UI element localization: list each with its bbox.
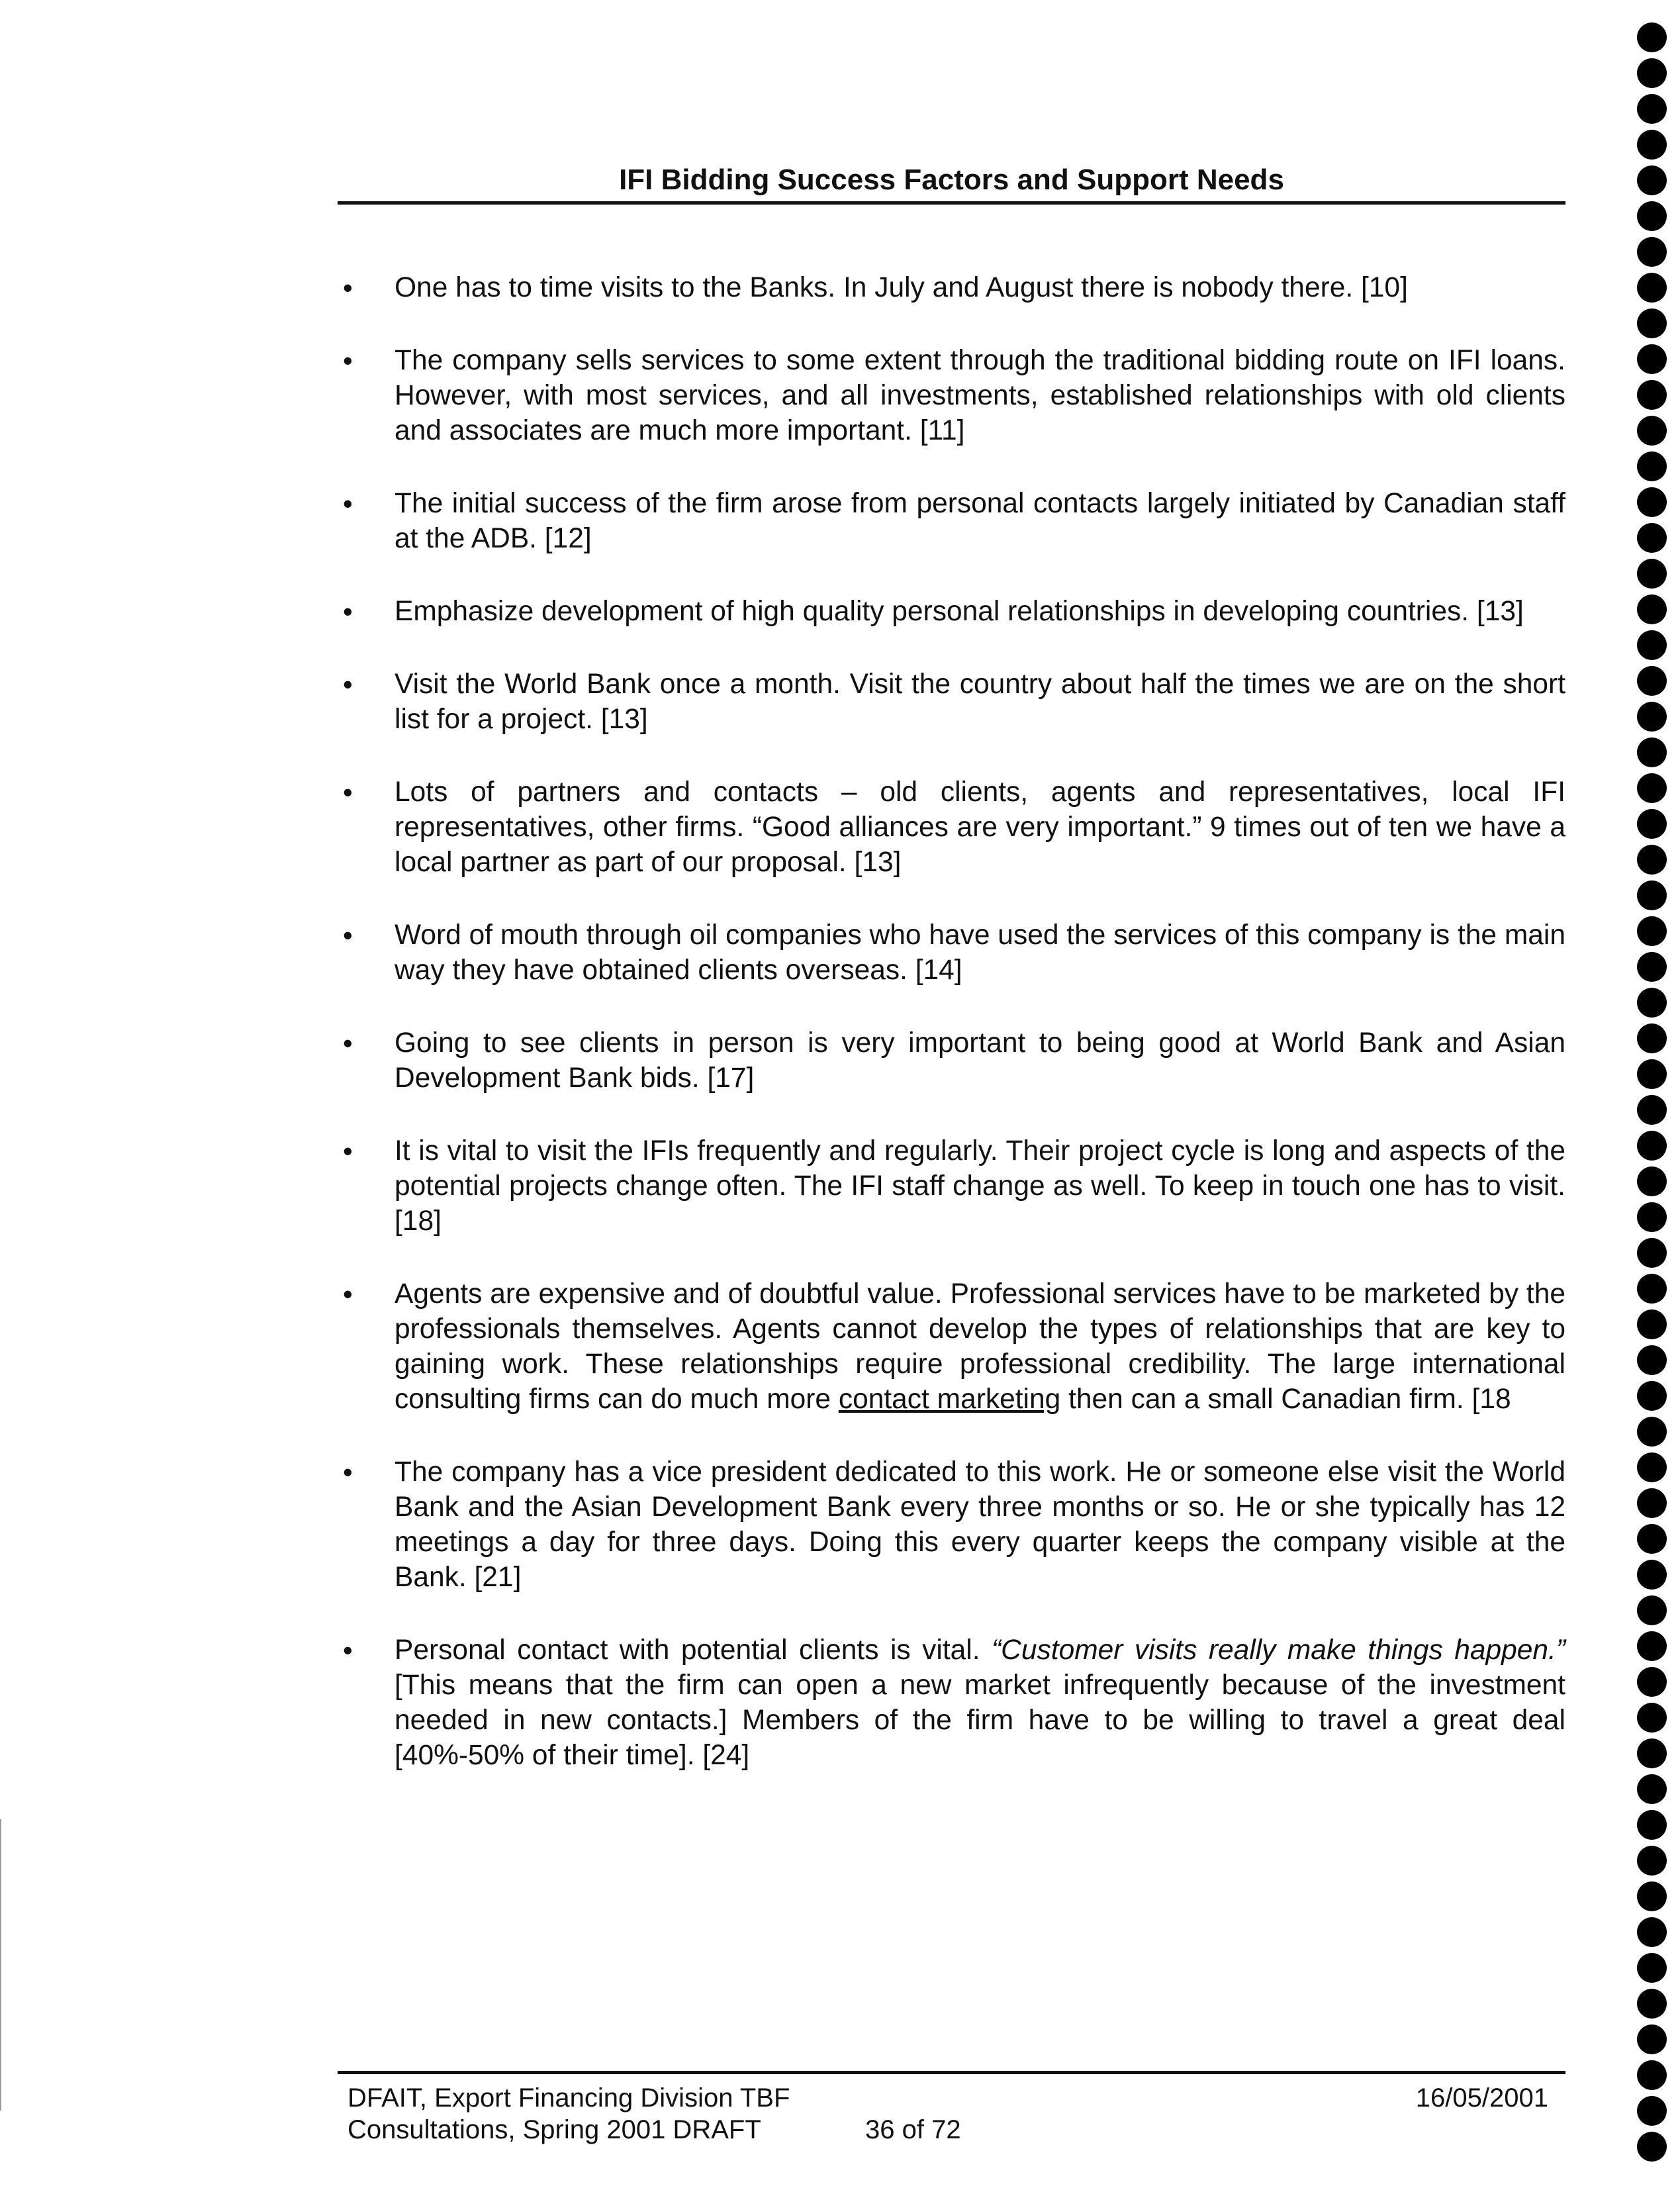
list-item-text: The company has a vice president dedicated to this work. He or someone else visit the World Bank and the Asian Development Bank every three months or so. He or she typically has 12 meetings a day for three days. Doing this every quarter keeps the company visible at the Bank. [21]: [395, 1456, 1565, 1593]
header-rule: [338, 201, 1565, 205]
list-item-text-continued: then can a small Canadian firm. [18: [1060, 1384, 1511, 1415]
list-item: [338, 486, 1565, 556]
page-title: IFI Bidding Success Factors and Support Needs: [619, 164, 1284, 196]
list-item: [338, 1633, 1565, 1773]
list-item: [338, 1025, 1565, 1096]
binding-hole: [1637, 952, 1667, 982]
binding-hole: [1637, 1309, 1667, 1339]
bullet-dot: •: [343, 669, 353, 700]
spiral-binding: [1632, 23, 1671, 2181]
list-item: [338, 667, 1565, 737]
binding-hole: [1637, 773, 1667, 803]
list-item-text: It is vital to visit the IFIs frequently and regularly. Their project cycle is long and aspects of the potential projects change often. The IFI staff change as well. To keep in touch one has to visit. [18]: [395, 1135, 1565, 1237]
binding-hole: [1637, 94, 1667, 124]
list-item: [338, 270, 1565, 305]
bullet-dot: •: [343, 345, 353, 376]
binding-hole: [1637, 809, 1667, 839]
binding-hole: [1637, 380, 1667, 410]
list-item-text: Going to see clients in person is very important to being good at World Bank and Asian Development Bank bids. [17]: [395, 1027, 1565, 1094]
list-item: [338, 594, 1565, 629]
list-item-text: Agents are expensive and of doubtful value. Professional services have to be marketed by the professionals themselves. Agents cannot develop the types of relationships that are key to gaining work. These relationships require professional credibility. The large international consulting firms can do much more: [395, 1278, 1565, 1415]
binding-hole: [1637, 523, 1667, 553]
binding-hole: [1637, 309, 1667, 338]
footer-date: 16/05/2001: [1415, 2083, 1548, 2113]
footer-left-line1: DFAIT, Export Financing Division TBF: [348, 2083, 790, 2113]
binding-hole: [1637, 595, 1667, 624]
list-item-text: Lots of partners and contacts – old clients, agents and representatives, local IFI representatives, other firms. “Good alliances are very important.” 9 times out of ten we have a local partner as part of our proposal. [13]: [395, 777, 1565, 878]
footer-row: [348, 2114, 1565, 2146]
binding-hole: [1637, 666, 1667, 696]
binding-hole: [1637, 166, 1667, 195]
binding-hole: [1637, 702, 1667, 732]
binding-hole: [1637, 487, 1667, 517]
binding-hole: [1637, 58, 1667, 88]
binding-hole: [1637, 1417, 1667, 1447]
binding-hole: [1637, 1345, 1667, 1375]
binding-hole: [1637, 1452, 1667, 1482]
binding-hole: [1637, 452, 1667, 481]
list-item-text: The company sells services to some extent through the traditional bidding route on IFI loans. However, with most services, and all investments, established relationships with old clients and associates are much more important. [11]: [395, 345, 1565, 446]
footer-row: [348, 2082, 1565, 2114]
bullet-dot: •: [343, 920, 353, 951]
binding-hole: [1637, 1202, 1667, 1232]
page-number: 36 of 72: [865, 2115, 961, 2144]
footer-rule: [338, 2071, 1565, 2074]
bullet-dot: •: [343, 488, 353, 519]
binding-hole: [1637, 1524, 1667, 1554]
bullet-dot: •: [343, 596, 353, 627]
binding-hole: [1637, 1488, 1667, 1518]
binding-hole: [1637, 1738, 1667, 1768]
binding-hole: [1637, 1917, 1667, 1947]
binding-hole: [1637, 23, 1667, 52]
binding-hole: [1637, 630, 1667, 660]
list-item: [338, 1133, 1565, 1239]
list-item: [338, 343, 1565, 448]
binding-hole: [1637, 1631, 1667, 1661]
binding-hole: [1637, 1881, 1667, 1911]
binding-hole: [1637, 916, 1667, 946]
binding-hole: [1637, 1774, 1667, 1804]
binding-hole: [1637, 2096, 1667, 2126]
list-item: [338, 1454, 1565, 1595]
binding-hole: [1637, 2024, 1667, 2054]
binding-hole: [1637, 273, 1667, 303]
scan-edge-line: [0, 1819, 1, 2111]
binding-hole: [1637, 559, 1667, 589]
bullet-dot: •: [343, 1278, 353, 1309]
list-item: [338, 918, 1565, 988]
binding-hole: [1637, 1989, 1667, 2019]
list-item: [338, 775, 1565, 880]
binding-hole: [1637, 416, 1667, 446]
footer-left-line2: Consultations, Spring 2001 DRAFT: [348, 2115, 761, 2144]
binding-hole: [1637, 1238, 1667, 1268]
binding-hole: [1637, 881, 1667, 910]
list-item: [338, 1276, 1565, 1417]
bullet-dot: •: [343, 1635, 353, 1666]
binding-hole: [1637, 201, 1667, 231]
binding-hole: [1637, 130, 1667, 160]
binding-hole: [1637, 1560, 1667, 1590]
binding-hole: [1637, 1274, 1667, 1304]
list-item-text: Visit the World Bank once a month. Visit the country about half the times we are on the short list for a project. [13]: [395, 669, 1565, 735]
italic-quote: “Customer visits really make things happen.”: [992, 1635, 1565, 1666]
binding-hole: [1637, 1059, 1667, 1089]
binding-hole: [1637, 988, 1667, 1018]
binding-hole: [1637, 1667, 1667, 1697]
list-item-text: Word of mouth through oil companies who have used the services of this company is the main way they have obtained clients overseas. [14]: [395, 920, 1565, 986]
underlined-phrase: contact marketing: [838, 1384, 1061, 1415]
binding-hole: [1637, 237, 1667, 267]
bullet-dot: •: [343, 1027, 353, 1059]
bullet-dot: •: [343, 1135, 353, 1166]
binding-hole: [1637, 1166, 1667, 1196]
bullet-dot: •: [343, 1456, 353, 1488]
binding-hole: [1637, 2060, 1667, 2090]
binding-hole: [1637, 2132, 1667, 2162]
binding-hole: [1637, 1381, 1667, 1411]
page-footer: [348, 2082, 1565, 2146]
binding-hole: [1637, 344, 1667, 374]
binding-hole: [1637, 1095, 1667, 1125]
list-item-text: Personal contact with potential clients is vital.: [395, 1635, 992, 1666]
bullet-dot: •: [343, 777, 353, 808]
binding-hole: [1637, 1595, 1667, 1625]
bullet-dot: •: [343, 272, 353, 303]
list-item-text: Emphasize development of high quality personal relationships in developing countries. [13]: [395, 596, 1524, 627]
binding-hole: [1637, 1846, 1667, 1876]
binding-hole: [1637, 1953, 1667, 1983]
binding-hole: [1637, 1131, 1667, 1161]
bullet-list: [338, 270, 1565, 1811]
binding-hole: [1637, 1703, 1667, 1733]
binding-hole: [1637, 845, 1667, 875]
binding-hole: [1637, 1024, 1667, 1053]
binding-hole: [1637, 738, 1667, 767]
list-item-text: The initial success of the firm arose from personal contacts largely initiated by Canadian staff at the ADB. [12]: [395, 488, 1565, 554]
list-item-text: One has to time visits to the Banks. In July and August there is nobody there. [10]: [395, 272, 1408, 303]
list-item-text-continued: [This means that the firm can open a new market infrequently because of the investment needed in new contacts.] Members of the firm have to be willing to travel a great deal [40%-50% of their time]. [24]: [395, 1670, 1565, 1771]
binding-hole: [1637, 1810, 1667, 1840]
